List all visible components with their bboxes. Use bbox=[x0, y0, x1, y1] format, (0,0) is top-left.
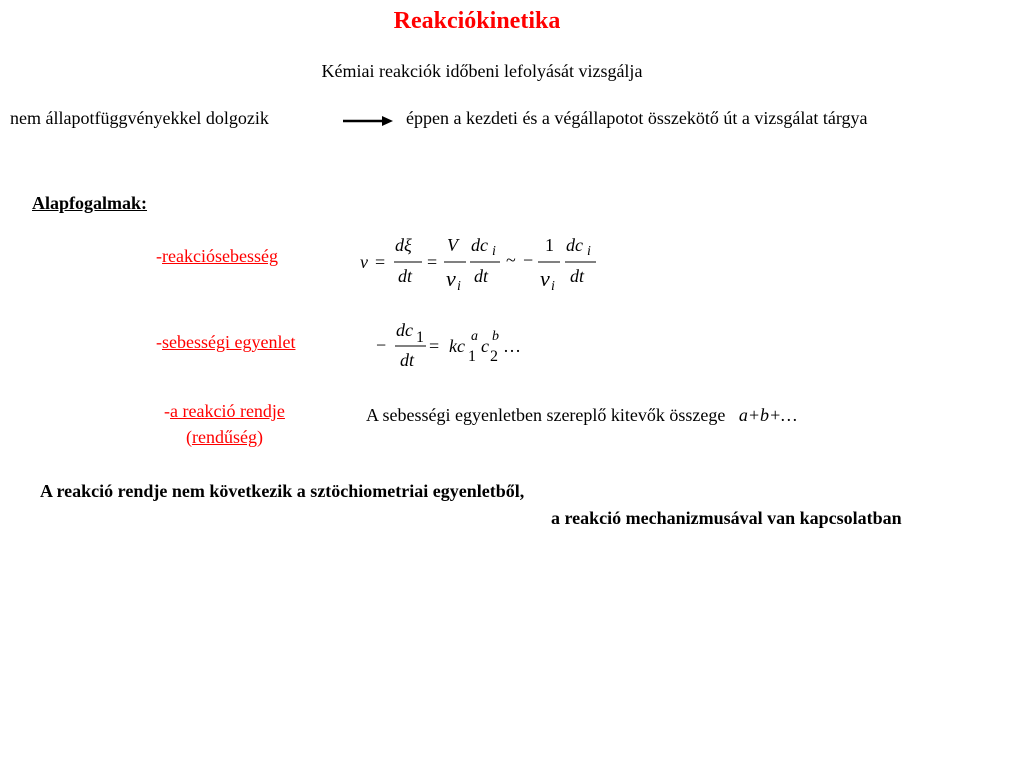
formula-nu2: ν bbox=[540, 266, 550, 291]
page-title: Reakciókinetika bbox=[393, 8, 561, 34]
formula-dt: dt bbox=[400, 350, 415, 370]
formula-dt3: dt bbox=[570, 266, 585, 286]
term-prefix: - bbox=[156, 332, 162, 352]
formula-minus: − bbox=[523, 250, 534, 270]
right-arrow-icon bbox=[342, 114, 394, 128]
subtitle: Kémiai reakciók időbeni lefolyását vizsgálja bbox=[321, 61, 643, 81]
order-expression: a+b+… bbox=[738, 405, 798, 425]
formula-i3: i bbox=[551, 279, 555, 294]
section-heading: Alapfogalmak: bbox=[32, 193, 148, 213]
term-reaction-order bbox=[164, 398, 285, 450]
formula-sub1: 1 bbox=[416, 329, 424, 346]
formula-exp-b: b bbox=[492, 329, 499, 344]
formula-dt1: dt bbox=[398, 266, 413, 286]
formula-dc: dc bbox=[396, 320, 413, 340]
order-description bbox=[366, 405, 797, 426]
conclusion-line-1: A reakció rendje nem következik a sztöchiometriai egyenletből, bbox=[40, 481, 525, 501]
term-rate-equation-link[interactable]: sebességi egyenlet bbox=[162, 332, 296, 352]
formula-dc2: dc bbox=[566, 235, 583, 255]
order-description-text: A sebességi egyenletben szereplő kitevők összege bbox=[366, 405, 726, 425]
close-paren: ) bbox=[256, 427, 263, 447]
formula-eq: = bbox=[429, 336, 440, 356]
statement-left: nem állapotfüggvényekkel dolgozik bbox=[10, 108, 269, 128]
formula-dxi: dξ bbox=[395, 235, 412, 255]
formula-exp-a: a bbox=[471, 329, 478, 344]
formula-dc1: dc bbox=[471, 235, 488, 255]
formula-one: 1 bbox=[545, 235, 554, 255]
formula-eq1: = bbox=[375, 252, 386, 272]
formula-sub2: 2 bbox=[490, 348, 498, 365]
term-reaction-order-link[interactable]: a reakció rendje bbox=[170, 401, 285, 421]
formula-V: V bbox=[447, 235, 458, 255]
rate-equation-formula bbox=[372, 316, 542, 376]
formula-i2: i bbox=[492, 244, 496, 259]
formula-sub1b: 1 bbox=[468, 348, 476, 365]
formula-eq2: = bbox=[427, 252, 438, 272]
statement-right: éppen a kezdeti és a végállapotot összekötő út a vizsgálat tárgya bbox=[406, 108, 868, 128]
term-prefix: - bbox=[156, 246, 162, 266]
term-rate-equation bbox=[156, 332, 295, 353]
rate-formula bbox=[358, 228, 608, 298]
term-order-alt-link[interactable]: rendűség bbox=[191, 427, 257, 447]
open-paren: ( bbox=[185, 427, 192, 447]
formula-i4: i bbox=[587, 244, 591, 259]
term-reaction-rate bbox=[156, 246, 278, 267]
formula-nu1: ν bbox=[446, 266, 456, 291]
conclusion-line-2: a reakció mechanizmusával van kapcsolatban bbox=[551, 508, 902, 528]
formula-dt2: dt bbox=[474, 266, 489, 286]
formula-c: c bbox=[481, 336, 489, 356]
term-reaction-rate-link[interactable]: reakciósebesség bbox=[162, 246, 278, 266]
formula-i1: i bbox=[457, 279, 461, 294]
formula-kc: kc bbox=[449, 336, 465, 356]
formula-minus: − bbox=[376, 335, 387, 355]
formula-v: v bbox=[360, 252, 368, 272]
term-prefix: - bbox=[164, 401, 170, 421]
formula-sim: ~ bbox=[506, 250, 516, 270]
formula-dots: … bbox=[503, 336, 521, 356]
